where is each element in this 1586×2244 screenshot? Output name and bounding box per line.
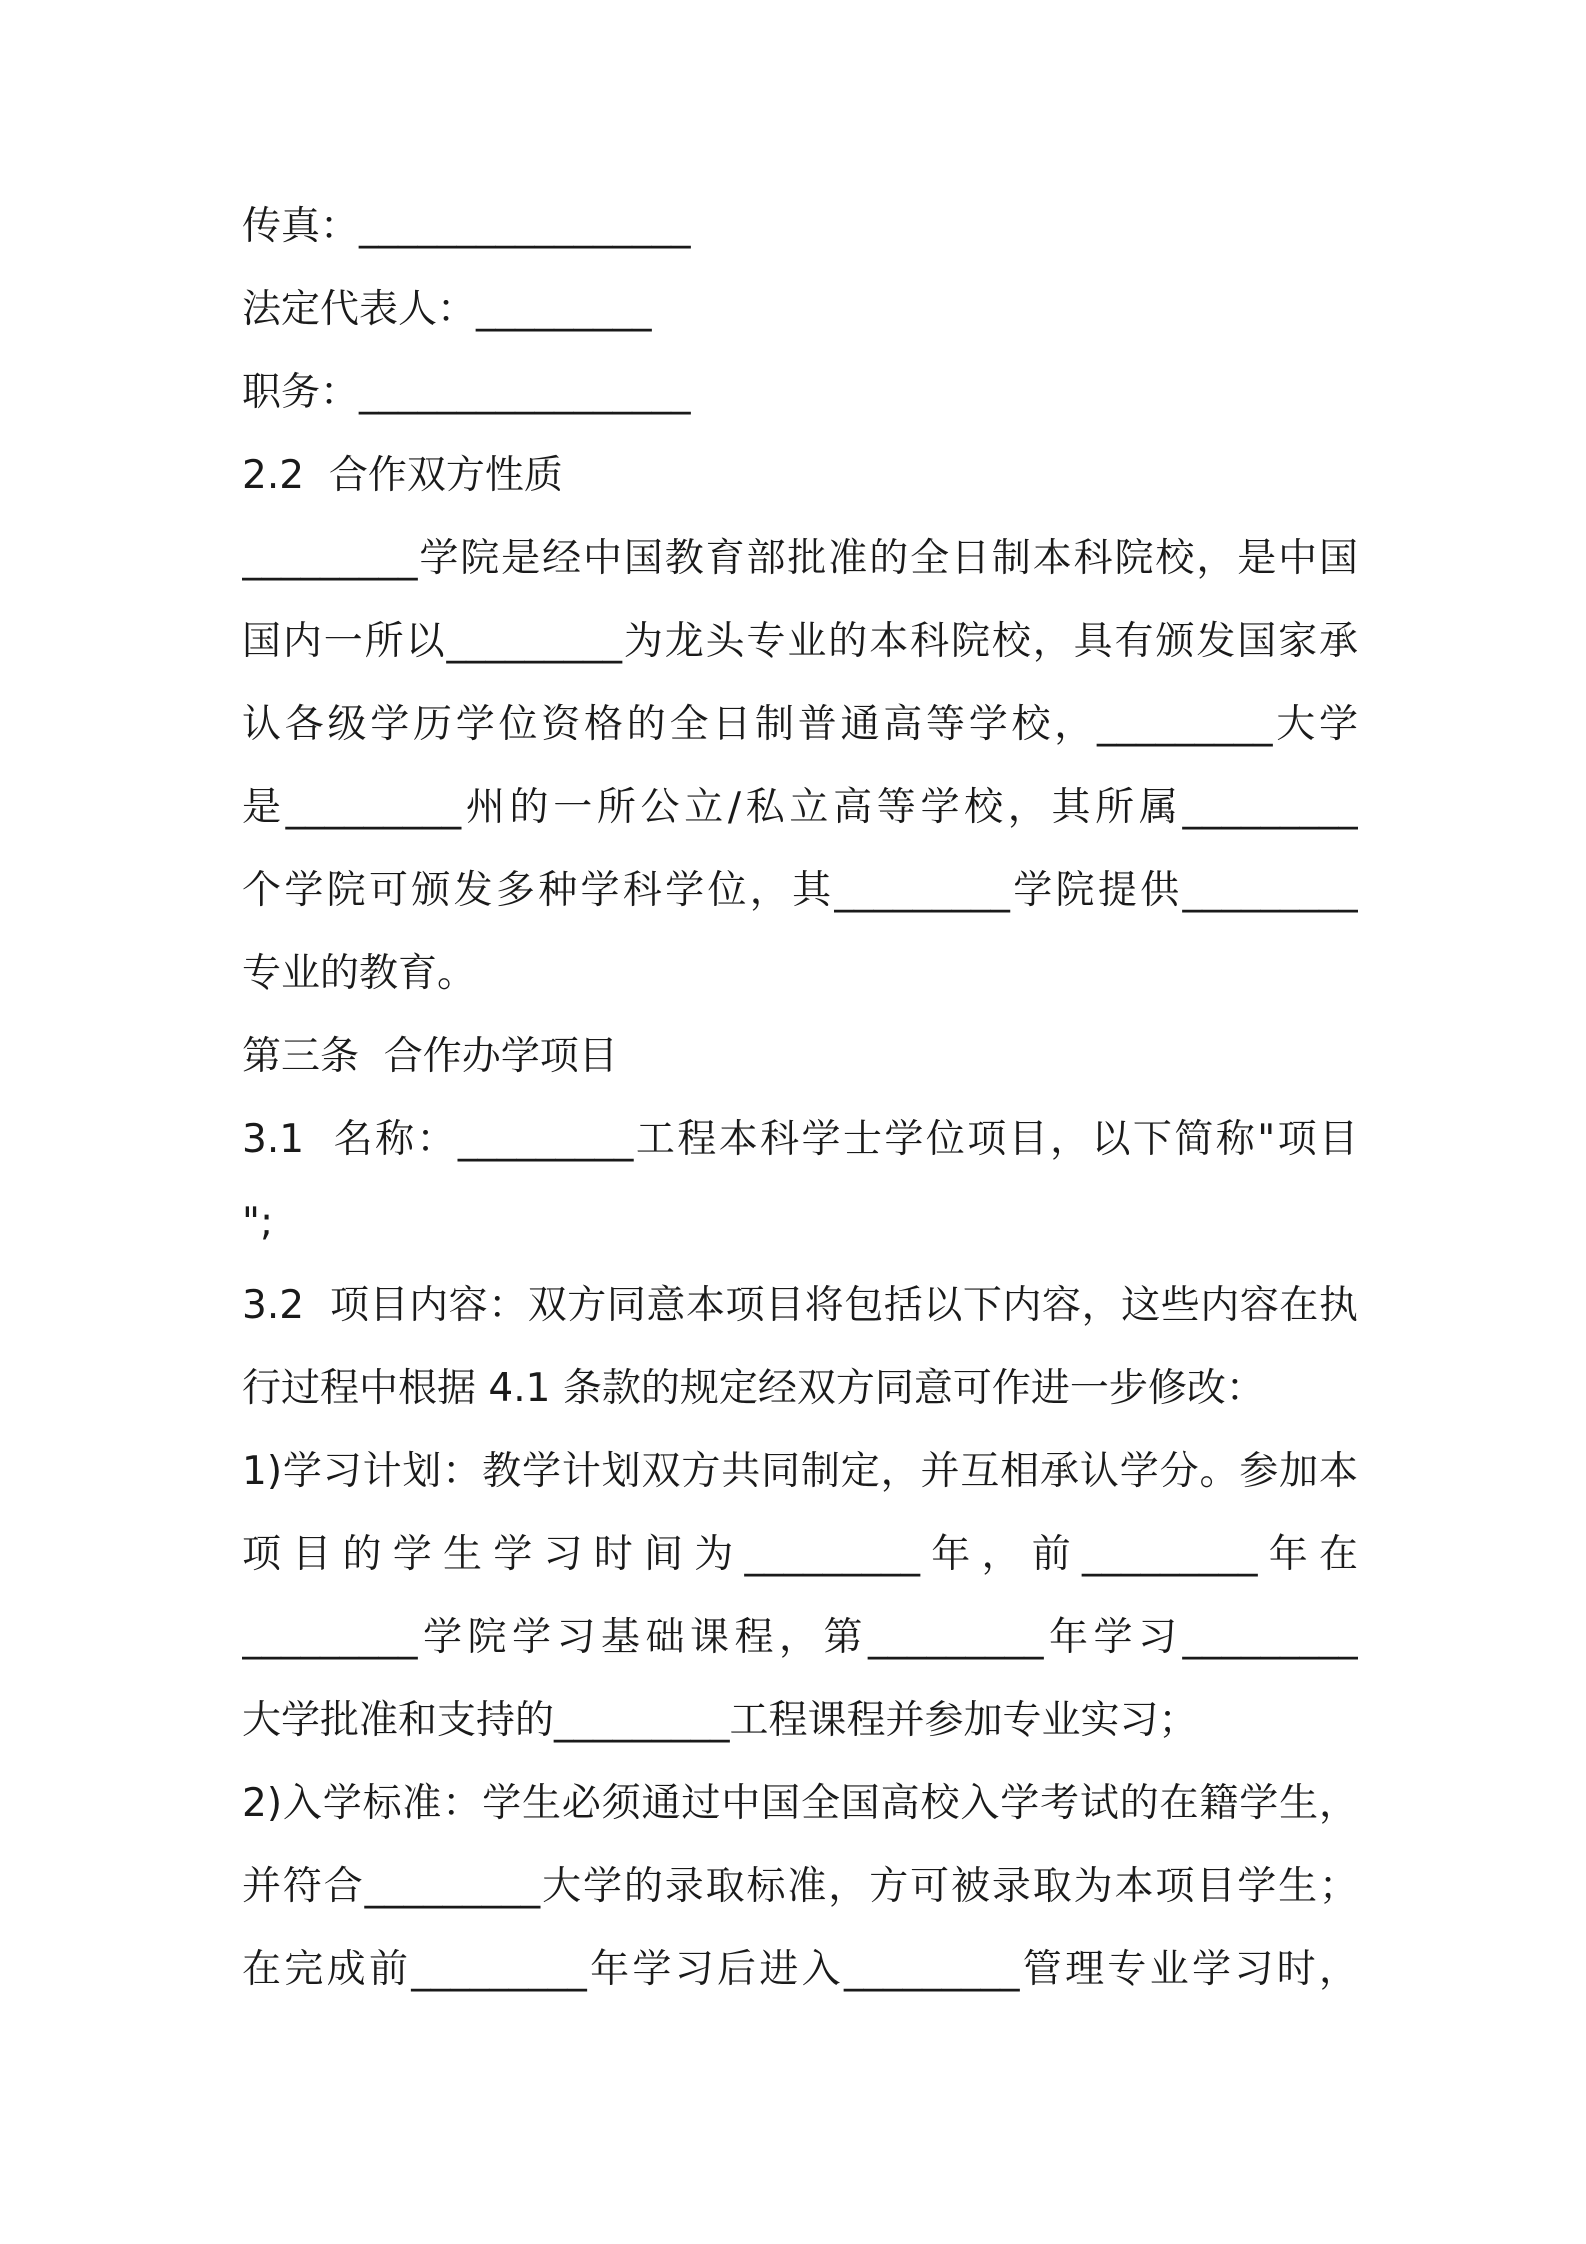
paragraph-line: 是_________州的一所公立/私立高等学校，其所属_________ xyxy=(242,785,1358,830)
legal-representative-line: 法定代表人：_________ xyxy=(242,287,652,332)
paragraph-line: 2)入学标准：学生必须通过中国全国高校入学考试的在籍学生， xyxy=(242,1781,1358,1826)
section-heading-2-2: 2.2 合作双方性质 xyxy=(242,453,563,498)
paragraph-line: 大学批准和支持的_________工程课程并参加专业实习； xyxy=(242,1698,1198,1743)
paragraph-line: 个学院可颁发多种学科学位，其_________学院提供_________ xyxy=(242,868,1358,913)
paragraph-line: 3.2 项目内容：双方同意本项目将包括以下内容，这些内容在执 xyxy=(242,1283,1358,1328)
paragraph-line: "; xyxy=(242,1200,274,1245)
paragraph-line: 认各级学历学位资格的全日制普通高等学校，_________大学 xyxy=(242,702,1358,747)
position-line: 职务：_________________ xyxy=(242,370,691,415)
paragraph-line: 国内一所以_________为龙头专业的本科院校，具有颁发国家承 xyxy=(242,619,1358,664)
paragraph-line: 并符合_________大学的录取标准，方可被录取为本项目学生； xyxy=(242,1864,1358,1909)
paragraph-line: 项目的学生学习时间为_________年，前_________年在 xyxy=(242,1532,1358,1577)
paragraph-line: 在完成前_________年学习后进入_________管理专业学习时， xyxy=(242,1947,1358,1992)
paragraph-line: 专业的教育。 xyxy=(242,951,477,996)
paragraph-line: 3.1 名称：_________工程本科学士学位项目，以下简称"项目 xyxy=(242,1117,1358,1162)
paragraph-line: 行过程中根据 4.1 条款的规定经双方同意可作进一步修改： xyxy=(242,1366,1265,1411)
article-heading-3: 第三条 合作办学项目 xyxy=(242,1034,618,1079)
paragraph-line: 1)学习计划：教学计划双方共同制定，并互相承认学分。参加本 xyxy=(242,1449,1358,1494)
fax-line: 传真：_________________ xyxy=(242,204,691,249)
paragraph-line: _________学院学习基础课程，第_________年学习_________ xyxy=(242,1615,1358,1660)
paragraph-line: _________学院是经中国教育部批准的全日制本科院校，是中国 xyxy=(242,536,1358,581)
